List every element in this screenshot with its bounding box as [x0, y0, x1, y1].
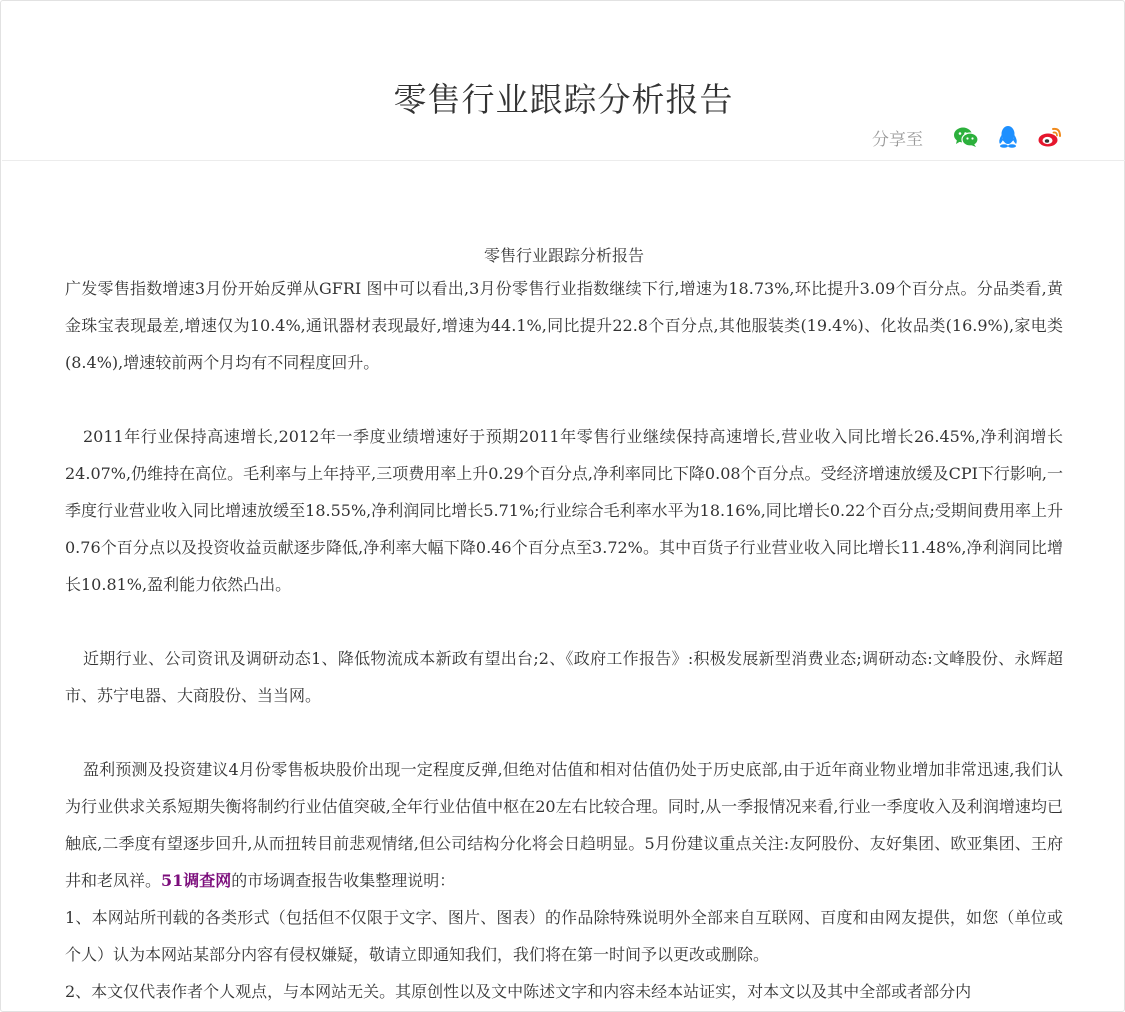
article-subtitle: 零售行业跟踪分析报告	[483, 246, 644, 265]
paragraph-3: 近期行业、公司资讯及调研动态1、降低物流成本新政有望出台;2、《政府工作报告》:积极发展新型消费业态;调研动态:文峰股份、永辉超市、苏宁电器、大商股份、当当网。	[65, 649, 1063, 705]
article-body	[65, 242, 1063, 1010]
paragraph-2: 2011年行业保持高速增长,2012年一季度业绩增速好于预期2011年零售行业继续保持高速增长,营业收入同比增长26.45%,净利润增长24.07%,仍维持在高位。毛利率与上年持平,三项费用率上升0.29个百分点,净利率同比下降0.08个百分点。受经济增速放缓及CPI下行影响,一季度行业营业收入同比增速放缓至18.55%,净利润同比增长5.71%;行业综合毛利率水平为18.16%,同比增长0.22个百分点;受期间费用率上升0.76个百分点以及投资收益贡献逐步降低,净利率大幅下降0.46个百分点至3.72%。其中百货子行业营业收入同比增长11.48%,净利润同比增长10.81%,盈利能力依然凸出。	[65, 427, 1063, 594]
disclaimer-2: 2、本文仅代表作者个人观点，与本网站无关。其原创性以及文中陈述文字和内容未经本站证实，对本文以及其中全部或者部分内	[65, 982, 972, 1001]
paragraph-4-text: 盈利预测及投资建议4月份零售板块股价出现一定程度反弹,但绝对估值和相对估值仍处于历史底部,由于近年商业物业增加非常迅速,我们认为行业供求关系短期失衡将制约行业估值突破,全年行业估值中枢在20左右比较合理。同时,从一季报情况来看,行业一季度收入及利润增速均已触底,二季度有望逐步回升,从而扭转目前悲观情绪,但公司结构分化将会日趋明显。5月份建议重点关注:友阿股份、友好集团、欧亚集团、王府井和老凤祥。	[65, 760, 1063, 890]
page-title: 零售行业跟踪分析报告	[393, 80, 734, 120]
qq-icon[interactable]	[995, 125, 1021, 149]
disclaimer-1: 1、本网站所刊载的各类形式（包括但不仅限于文字、图片、图表）的作品除特殊说明外全部来自互联网、百度和由网友提供，如您（单位或个人）认为本网站某部分内容有侵权嫌疑，敬请立即通知我们，我们将在第一时间予以更改或删除。	[65, 908, 1063, 964]
paragraph-1: 广发零售指数增速3月份开始反弹从GFRI 图中可以看出,3月份零售行业指数继续下行,增速为18.73%,环比提升3.09个百分点。分品类看,黄金珠宝表现最差,增速仅为10.4%,通讯器材表现最好,增速为44.1%,同比提升22.8个百分点,其他服装类(19.4%)、化妆品类(16.9%),家电类(8.4%),增速较前两个月均有不同程度回升。	[65, 279, 1063, 372]
share-label: 分享至	[872, 129, 923, 150]
paragraph-4-tail: 的市场调查报告收集整理说明：	[231, 871, 456, 890]
weibo-icon[interactable]	[1037, 125, 1063, 149]
article-header	[2, 2, 1125, 161]
wechat-icon[interactable]	[953, 125, 979, 149]
paragraph-4	[65, 751, 1063, 899]
share-bar	[872, 124, 1063, 150]
site-link[interactable]: 51调查网	[161, 871, 232, 890]
